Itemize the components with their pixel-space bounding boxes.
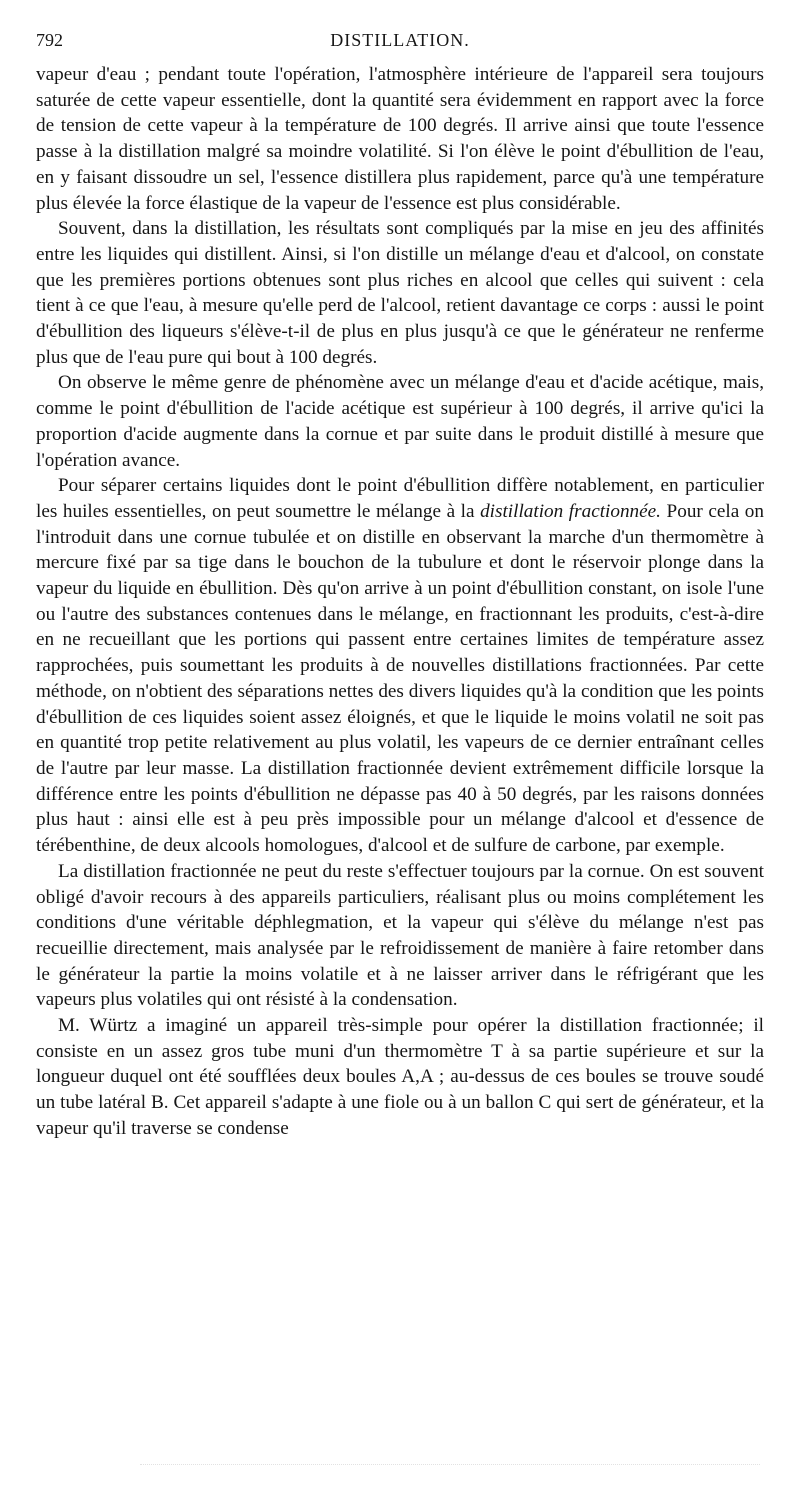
paragraph-text-after: Pour cela on l'introduit dans une cornue tubulée et on distille en observant la marche d'un thermomètre à mercure fixé par sa tige dans le bouchon de la tubulure et dont le réservoir plonge dans la vapeur du liquide en ébullition. Dès qu'on arrive à un point d'ébullition constant, on isole l'une ou l'autre des substances contenues dans le mélange, en fractionnant les produits, c'est-à-dire en ne recueillant que les portions qui passent entre certaines limites de température assez rapprochées, puis soumettant les produits à de nouvelles distillations fractionnées. Par cette méthode, on n'obtient des séparations nettes des divers liquides qu'à la condition que les points d'ébullition de ces liquides soient assez éloignés, et que le liquide le moins volatil ne soit pas en quantité trop petite relativement au plus volatil, les vapeurs de ce dernier entraînant celles de l'autre par leur masse. La distillation fractionnée devient extrêmement difficile lorsque la différence entre les points d'ébullition ne dépasse pas 40 à 50 degrés, par les raisons données plus haut : ainsi elle est à peu près impossible pour un mélange d'alcool et d'essence de térébenthine, de deux alcools homologues, d'alcool et de sulfure de carbone, par exemple.: [36, 500, 764, 857]
paragraph-acetic-acid: On observe le même genre de phénomène avec un mélange d'eau et d'acide acétique, mais, comme le point d'ébullition de l'acide acétique est supérieur à 100 degrés, il arrive qu'ici la proportion d'acide augmente dans la cornue et par suite dans le produit distillé à mesure que l'opération avance.: [36, 372, 764, 471]
page-number: 792: [36, 30, 63, 50]
running-title: DISTILLATION.: [330, 30, 470, 50]
paragraph-continuation: vapeur d'eau ; pendant toute l'opération, l'atmosphère intérieure de l'appareil sera toujours saturée de cette vapeur essentielle, dont la quantité sera évidemment en rapport avec la force de tension de cette vapeur à la température de 100 degrés. Il arrive ainsi que toute l'essence passe à la distillation malgré sa moindre volatilité. Si l'on élève le point d'ébullition de l'eau, en y faisant dissoudre un sel, l'essence distillera plus rapidement, parce qu'à une température plus élevée la force élastique de la vapeur de l'essence est plus considérable.: [36, 64, 764, 214]
page-bottom-speckle: [140, 1464, 760, 1469]
paragraph-fractional-distillation: [36, 473, 764, 859]
body-text: [36, 62, 764, 1142]
paragraph-special-apparatus: La distillation fractionnée ne peut du reste s'effectuer toujours par la cornue. On est souvent obligé d'avoir recours à des appareils particuliers, réalisant plus ou moins complétement les conditions d'une véritable déphlegmation, et la vapeur qui s'élève du mélange n'est pas recueillie directement, mais analysée par le refroidissement de manière à faire retomber dans le générateur la partie la moins volatile et à ne laisser arriver dans le réfrigérant que les vapeurs plus volatiles qui ont résisté à la condensation.: [36, 860, 764, 1011]
paragraph-text-before: Pour séparer certains liquides dont le point d'ébullition diffère notablement, en particulier les huiles essentielles, on peut soumettre le mélange à la: [36, 475, 764, 522]
paragraph-wurtz-apparatus: M. Würtz a imaginé un appareil très-simple pour opérer la distillation fractionnée; il consiste en un assez gros tube muni d'un thermomètre T à sa partie supérieure et sur la longueur duquel ont été soufflées deux boules A,A ; au-dessus de ces boules se trouve soudé un tube latéral B. Cet appareil s'adapte à une fiole ou à un ballon C qui sert de générateur, et la vapeur qu'il traverse se condense: [36, 1015, 764, 1139]
italic-term: distillation fractionnée.: [480, 500, 661, 522]
page-header: [36, 30, 764, 60]
paragraph-affinities: Souvent, dans la distillation, les résultats sont compliqués par la mise en jeu des affinités entre les liquides qui distillent. Ainsi, si l'on distille un mélange d'eau et d'alcool, on constate que les premières portions obtenues sont plus riches en alcool que celles qui suivent : cela tient à ce que l'eau, à mesure qu'elle perd de l'alcool, retient davantage ce corps : aussi le point d'ébullition des liqueurs s'élève-t-il de plus en plus jusqu'à ce que le générateur ne renferme plus que de l'eau pure qui bout à 100 degrés.: [36, 218, 764, 368]
